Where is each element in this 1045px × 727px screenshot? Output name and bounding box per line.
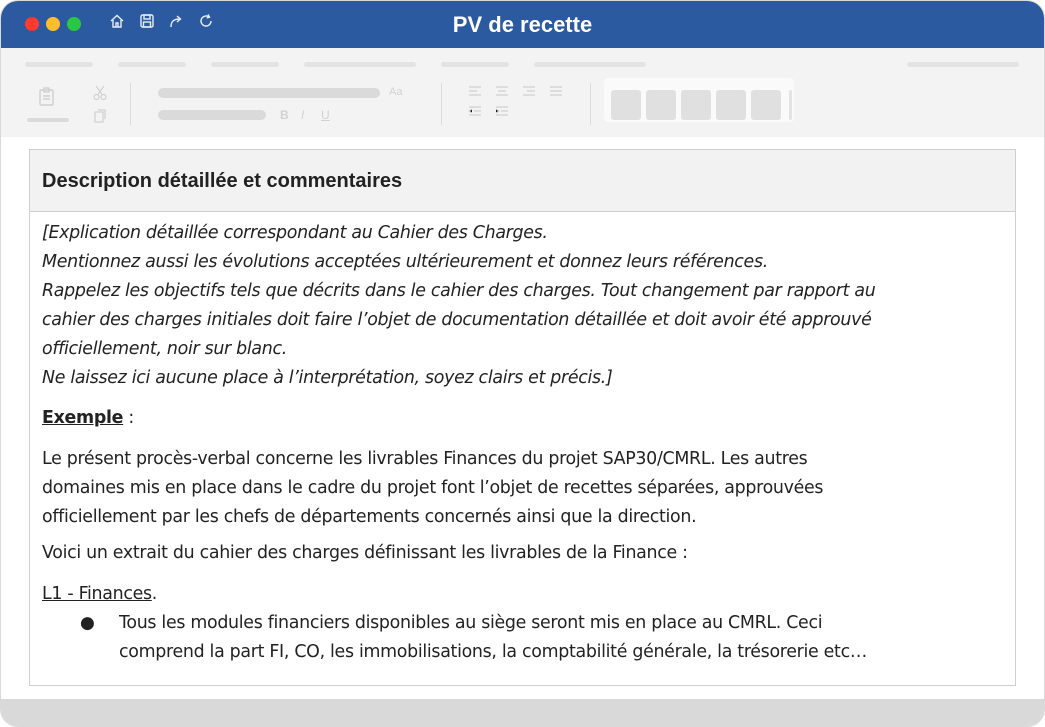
styles-scroll-handle[interactable]	[789, 90, 792, 120]
bold-button[interactable]: B	[280, 108, 289, 122]
paste-label	[27, 118, 69, 122]
style-swatch[interactable]	[611, 90, 641, 120]
style-swatch[interactable]	[681, 90, 711, 120]
instruction-line: officiellement, noir sur blanc.	[42, 339, 287, 359]
align-right-icon[interactable]	[522, 85, 536, 100]
cut-icon[interactable]	[93, 85, 107, 104]
instruction-line: Mentionnez aussi les évolutions acceptées ultérieurement et donnez leurs références.	[42, 252, 768, 272]
instruction-line: [Explication détaillée correspondant au Cahier des Charges.	[42, 223, 548, 243]
paragraph-line: officiellement par les chefs de départements concernés ainsi que la direction.	[42, 507, 697, 527]
table-cell[interactable]	[30, 212, 1015, 667]
section-title-suffix: .	[151, 584, 158, 604]
indent-increase-icon[interactable]	[495, 105, 509, 120]
ribbon-separator	[590, 83, 591, 125]
description-table	[29, 149, 1016, 686]
section-title-text: L1 - Finances	[42, 584, 152, 604]
style-swatch[interactable]	[751, 90, 781, 120]
list-item-line: Tous les modules financiers disponibles au siège seront mis en place au CMRL. Ceci	[119, 613, 823, 633]
indent-decrease-icon[interactable]	[468, 105, 482, 120]
ribbon-separator	[130, 83, 131, 125]
ribbon-tab[interactable]	[534, 62, 646, 67]
paste-icon[interactable]	[37, 86, 59, 114]
ribbon-toolbar	[1, 48, 1044, 137]
document-page[interactable]	[1, 137, 1044, 699]
ribbon-tab[interactable]	[907, 62, 1019, 67]
example-suffix: :	[123, 408, 134, 428]
justify-icon[interactable]	[549, 85, 563, 100]
instructions-block	[42, 219, 1001, 393]
paragraph-line: domaines mis en place dans le cadre du projet font l’objet de recettes séparées, approuvées	[42, 478, 824, 498]
paragraph-extract	[42, 539, 1001, 568]
ribbon-separator	[441, 83, 442, 125]
ribbon-tab[interactable]	[211, 62, 279, 67]
ribbon-tab[interactable]	[25, 62, 93, 67]
italic-button[interactable]: I	[301, 108, 305, 122]
paragraph-intro	[42, 445, 1001, 532]
ribbon-tab[interactable]	[118, 62, 186, 67]
instruction-line: Rappelez les objectifs tels que décrits dans le cahier des charges. Tout changement par rapport au	[42, 281, 876, 301]
example-label: Exemple	[42, 408, 124, 428]
status-bar	[1, 699, 1044, 727]
list-item	[42, 609, 1001, 667]
style-swatch[interactable]	[646, 90, 676, 120]
bullet-icon: ●	[80, 613, 95, 633]
title-bar	[1, 1, 1044, 48]
instruction-line: Ne laissez ici aucune place à l’interprétation, soyez clairs et précis.]	[42, 368, 613, 388]
list-item-line: comprend la part FI, CO, les immobilisations, la comptabilité générale, la trésorerie etc…	[119, 642, 867, 662]
underline-button[interactable]: U	[321, 108, 330, 122]
font-style-select[interactable]	[158, 110, 266, 120]
section-title	[42, 580, 1001, 609]
window-title: PV de recette	[452, 12, 593, 37]
ribbon-tab[interactable]	[304, 62, 416, 67]
table-header: Description détaillée et commentaires	[30, 150, 1015, 212]
instruction-line: cahier des charges initiales doit faire l’objet de documentation détaillée et doit avoir été approuvé	[42, 310, 872, 330]
copy-icon[interactable]	[93, 109, 107, 126]
style-swatch[interactable]	[716, 90, 746, 120]
paragraph-line: Voici un extrait du cahier des charges définissant les livrables de la Finance :	[42, 543, 688, 563]
paragraph-line: Le présent procès-verbal concerne les livrables Finances du projet SAP30/CMRL. Les autres	[42, 449, 808, 469]
font-size-label[interactable]: Aa	[389, 86, 403, 98]
ribbon-tab[interactable]	[441, 62, 509, 67]
align-center-icon[interactable]	[495, 85, 509, 100]
align-left-icon[interactable]	[468, 85, 482, 100]
font-name-select[interactable]	[158, 88, 380, 98]
example-heading	[42, 403, 1001, 433]
